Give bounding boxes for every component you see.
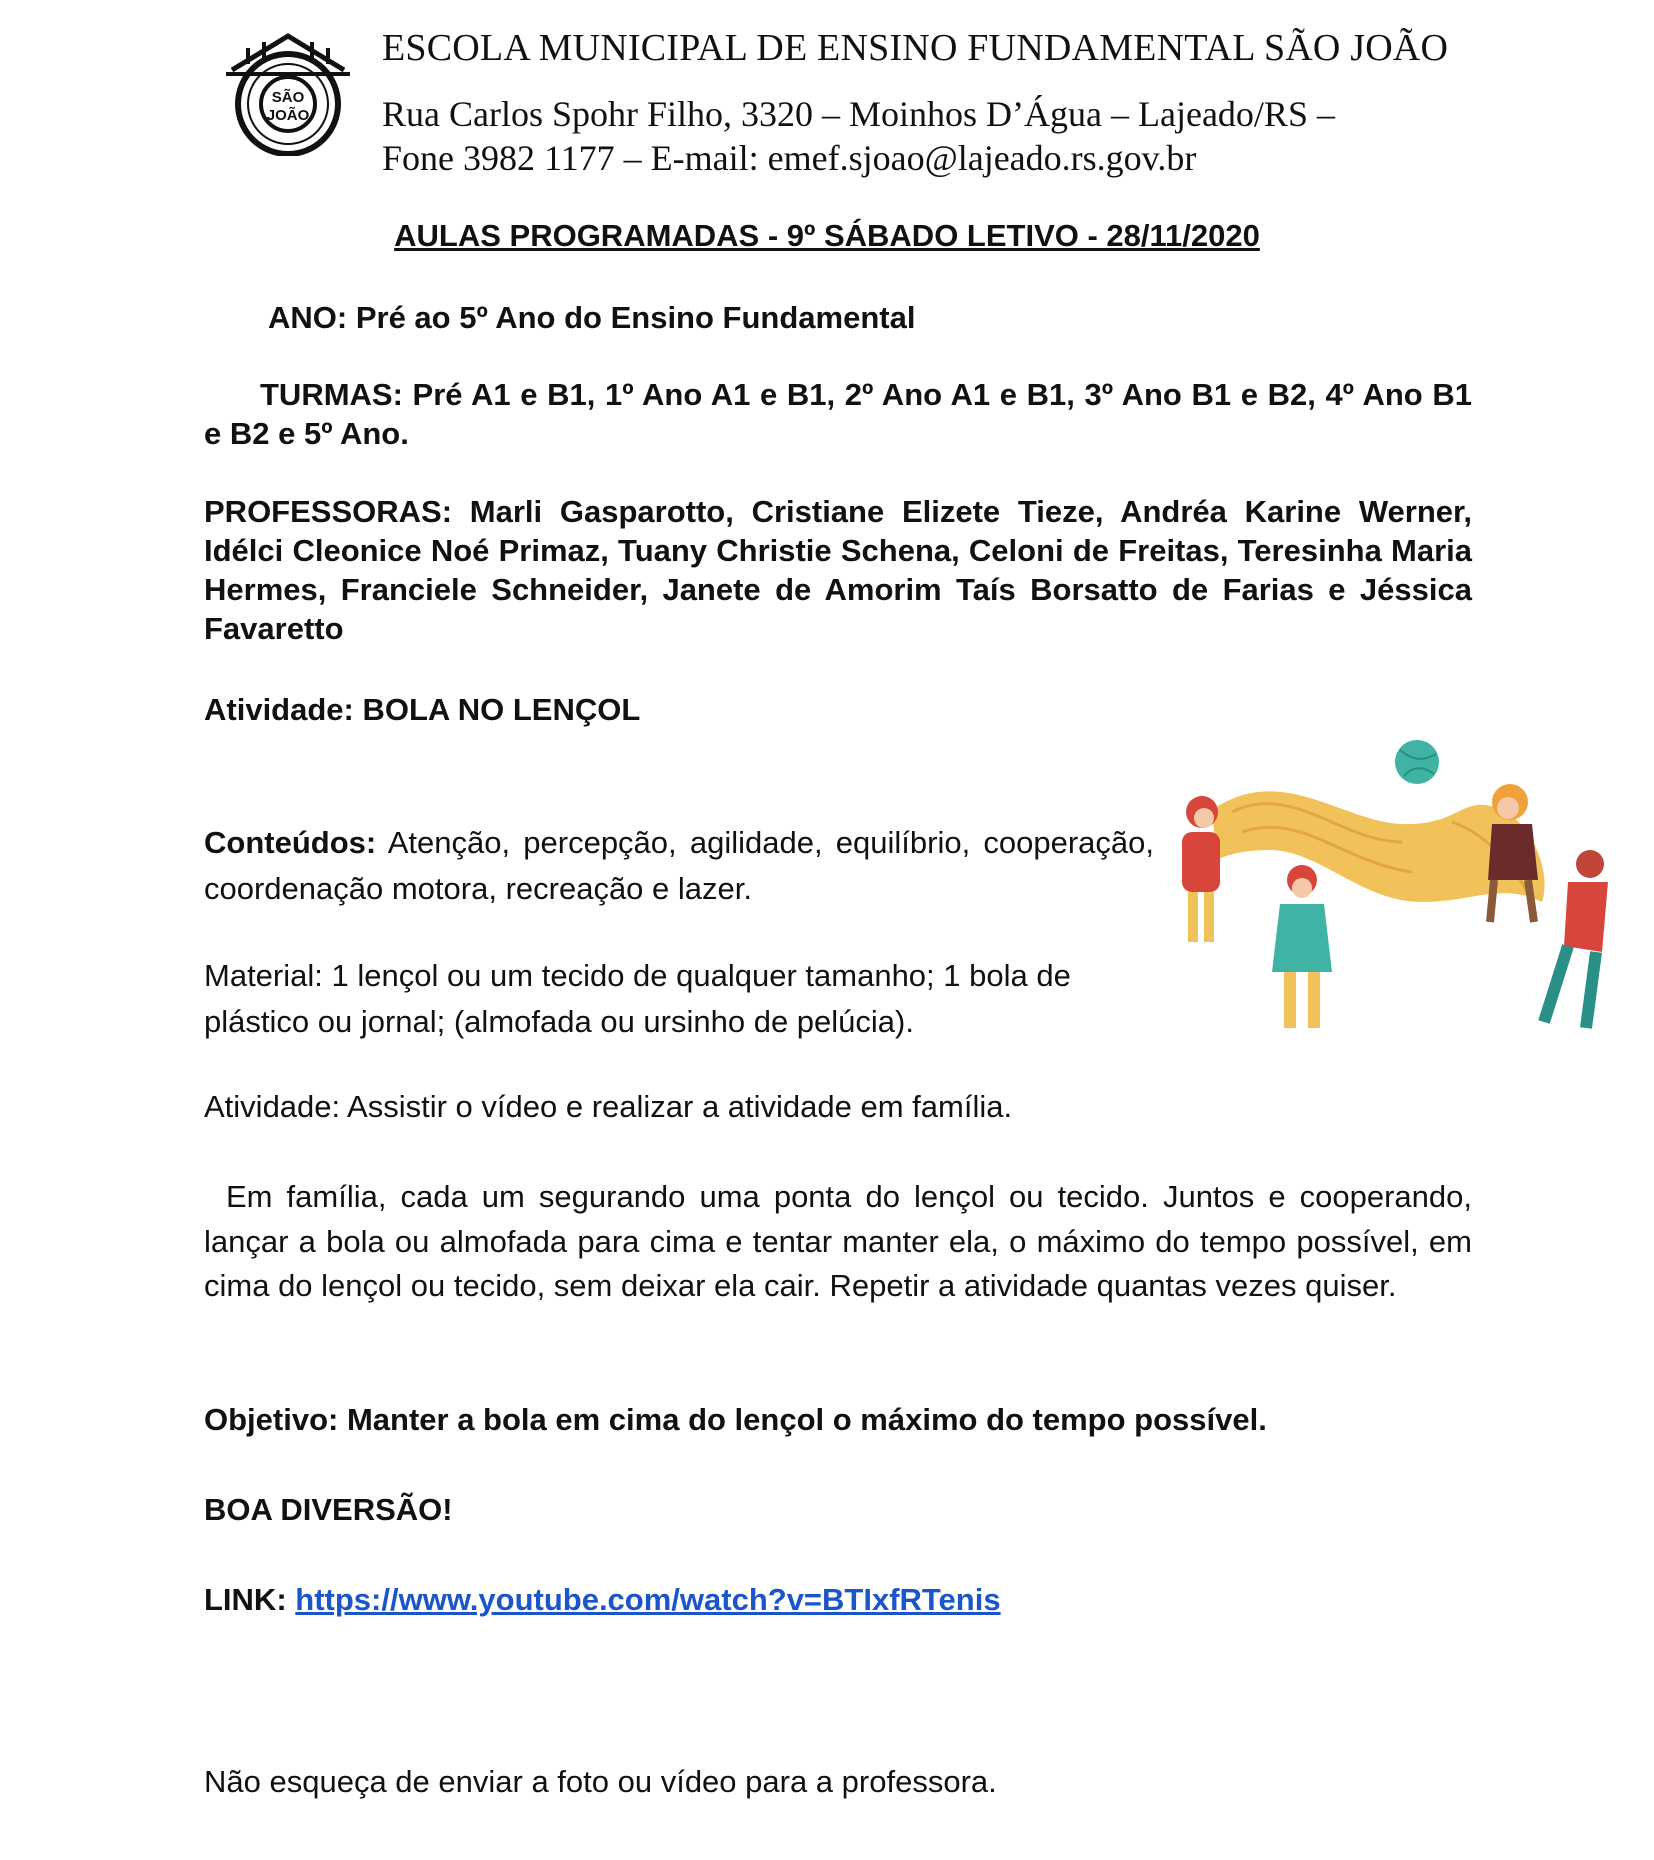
logo-text-1: SÃO — [271, 89, 305, 106]
turmas-line: TURMAS: Pré A1 e B1, 1º Ano A1 e B1, 2º Ano A1 e B1, 3º Ano B1 e B2, 4º Ano B1 e B2 e 5º Ano. — [204, 377, 1472, 451]
logo-text-2: JOÃO — [266, 107, 310, 124]
family-sheet-illustration — [1172, 732, 1612, 1042]
page-title: AULAS PROGRAMADAS - 9º SÁBADO LETIVO - 28/11/2020 — [394, 218, 1260, 253]
conteudos-text: Atenção, percepção, agilidade, equilíbrio, cooperação, coordenação motora, recreação e lazer. — [204, 825, 1155, 906]
atividade-instruction: Atividade: Assistir o vídeo e realizar a atividade em família. — [204, 1089, 1013, 1124]
professoras-line: PROFESSORAS: Marli Gasparotto, Cristiane Elizete Tieze, Andréa Karine Werner, Idélci Cleonice Noé Primaz, Tuany Christie Schena, Celoni de Freitas, Teresinha Maria Hermes, Franciele Schneider, Janete de Amorim Taís Borsatto de Farias e Jéssica Favaretto — [204, 494, 1472, 646]
address-line-2: Fone 3982 1177 – E-mail: emef.sjoao@lajeado.rs.gov.br — [382, 138, 1197, 178]
address-line-1: Rua Carlos Spohr Filho, 3320 – Moinhos D’Água – Lajeado/RS – — [382, 94, 1335, 134]
conteudos-label: Conteúdos: — [204, 825, 377, 860]
school-logo — [220, 28, 356, 156]
activity-title: Atividade: BOLA NO LENÇOL — [204, 692, 641, 727]
conteudos-paragraph — [204, 820, 1154, 912]
objective-line: Objetivo: Manter a bola em cima do lençol o máximo do tempo possível. — [204, 1402, 1267, 1437]
closing-message: BOA DIVERSÃO! — [204, 1492, 453, 1527]
link-row — [204, 1580, 1472, 1619]
material-paragraph: Material: 1 lençol ou um tecido de qualquer tamanho; 1 bola de plástico ou jornal; (almofada ou ursinho de pelúcia). — [204, 958, 1071, 1039]
school-address — [382, 92, 1335, 180]
school-name: ESCOLA MUNICIPAL DE ENSINO FUNDAMENTAL SÃO JOÃO — [382, 27, 1449, 69]
video-link[interactable]: https://www.youtube.com/watch?v=BTIxfRTenis — [295, 1582, 1001, 1617]
footer-note: Não esqueça de enviar a foto ou vídeo para a professora. — [204, 1764, 997, 1799]
activity-description: Em família, cada um segurando uma ponta do lençol ou tecido. Juntos e cooperando, lançar a bola ou almofada para cima e tentar manter ela, o máximo do tempo possível, em cima do lençol ou tecido, sem deixar ela cair. Repetir a atividade quantas vezes quiser. — [204, 1179, 1472, 1303]
ano-line: ANO: Pré ao 5º Ano do Ensino Fundamental — [268, 300, 916, 335]
link-label: LINK: — [204, 1582, 287, 1617]
